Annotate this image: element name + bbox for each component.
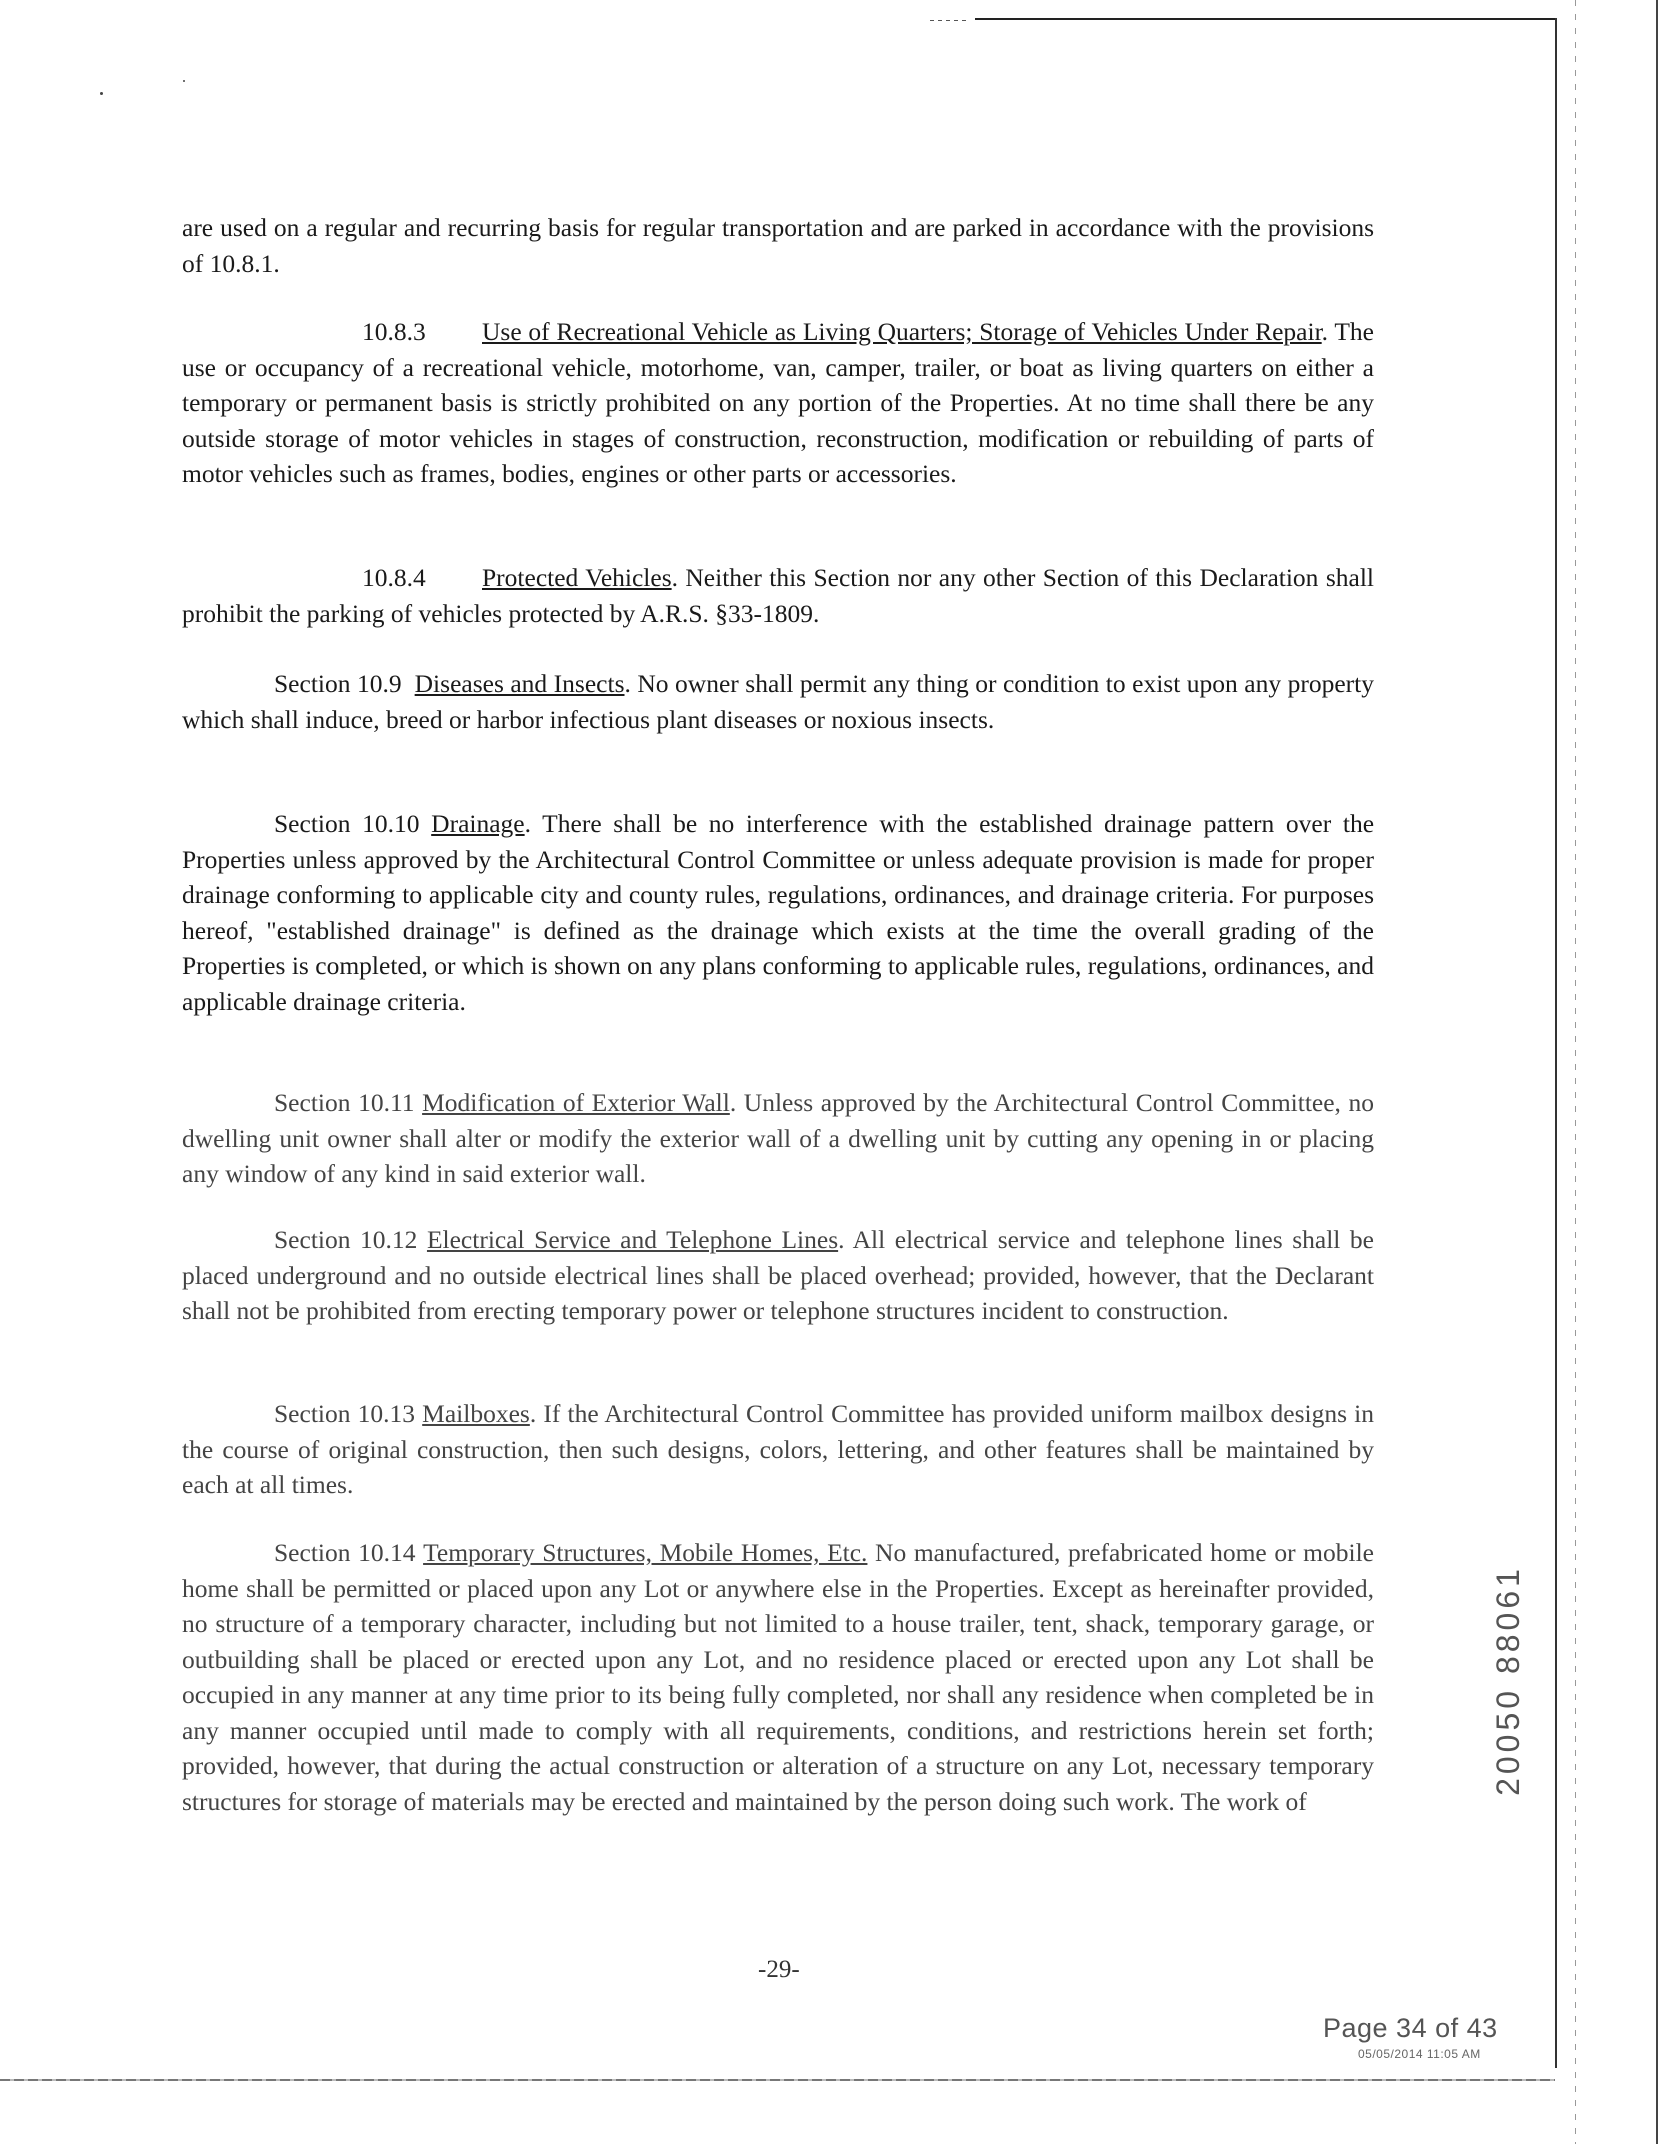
paragraph-10-10 bbox=[182, 806, 1374, 1019]
paragraph-10-14 bbox=[182, 1535, 1374, 1819]
section-number: Section 10.12 bbox=[274, 1225, 418, 1254]
scan-edge-bottom bbox=[0, 2079, 1555, 2081]
section-number: 10.8.4 bbox=[362, 563, 426, 592]
scan-edge-far-right bbox=[1656, 0, 1658, 2144]
recording-stamp-text: 20050 88061 bbox=[1489, 1564, 1526, 1796]
scan-speck bbox=[183, 80, 185, 82]
section-body: . If the Architectural Control Committee has provided uniform mailbox designs in the course of original construction, then such designs, colors, lettering, and other features shall be maintained by each at all times. bbox=[182, 1399, 1374, 1499]
section-body: . No owner shall permit any thing or condition to exist upon any property which shall induce, breed or harbor infectious plant diseases or noxious insects. bbox=[182, 669, 1375, 734]
paragraph-text: are used on a regular and recurring basis for regular transportation and are parked in accordance with the provisions of 10.8.1. bbox=[182, 213, 1374, 278]
section-heading: Use of Recreational Vehicle as Living Quarters; Storage of Vehicles Under Repair bbox=[482, 317, 1322, 346]
section-number: Section 10.10 bbox=[274, 809, 420, 838]
page-stamp: Page 34 of 43 bbox=[1323, 2013, 1498, 2043]
section-heading: Modification of Exterior Wall bbox=[422, 1088, 730, 1117]
page-stamp-date: 05/05/2014 11:05 AM bbox=[1358, 2047, 1481, 2061]
section-body: . There shall be no interference with the established drainage pattern over the Properties unless approved by the Architectural Control Committee or unless adequate provision is made for proper drainage conforming to applicable city and county rules, regulations, ordinances, and drainage criteria. For purposes hereof, "established drainage" is defined as the drainage which exists at the time the overall grading of the Properties is completed, or which is shown on any plans conforming to applicable rules, regulations, ordinances, and applicable drainage criteria. bbox=[182, 809, 1375, 1016]
section-number: Section 10.11 bbox=[274, 1088, 415, 1117]
section-body: No manufactured, prefabricated home or mobile home shall be permitted or placed upon any Lot or anywhere else in the Properties. Except as hereinafter provided, no structure of a temporary character, including but not limited to a house trailer, tent, shack, temporary garage, or outbuilding shall be placed or erected upon any Lot, and no residence placed or erected upon any Lot shall be occupied in any manner at any time prior to its being fully completed, nor shall any residence when completed be in any manner occupied until made to comply with all requirements, conditions, and restrictions herein set forth; provided, however, that during the actual construction or alteration of a structure on any Lot, necessary temporary structures for storage of materials may be erected and maintained by the person doing such work. The work of bbox=[182, 1538, 1375, 1816]
scan-edge-right-dotted bbox=[1575, 0, 1576, 2144]
section-body: . The use or occupancy of a recreational vehicle, motorhome, van, camper, trailer, or boat as living quarters on either a temporary or permanent basis is strictly prohibited on any portion of the Properties. At no time shall there be any outside storage of motor vehicles in stages of construction, reconstruction, modification or rebuilding of parts of motor vehicles such as frames, bodies, engines or other parts or accessories. bbox=[182, 317, 1374, 488]
section-heading: Electrical Service and Telephone Lines bbox=[426, 1225, 839, 1254]
section-heading: Protected Vehicles bbox=[482, 563, 672, 592]
scan-dash-top bbox=[930, 20, 970, 21]
section-heading: Drainage bbox=[431, 809, 525, 838]
section-body: . Unless approved by the Architectural Control Committee, no dwelling unit owner shall alter or modify the exterior wall of a dwelling unit by cutting any opening in or placing any window of any kind in said exterior wall. bbox=[182, 1088, 1375, 1188]
section-number: 10.8.3 bbox=[362, 317, 426, 346]
paragraph-10-12 bbox=[182, 1222, 1374, 1329]
recording-stamp bbox=[1478, 1520, 1538, 1840]
paragraph-10-11 bbox=[182, 1085, 1374, 1192]
scan-edge-top bbox=[975, 18, 1555, 20]
paragraph-continuation bbox=[182, 210, 1374, 281]
section-body: . Neither this Section nor any other Section of this Declaration shall prohibit the parking of vehicles protected by A.R.S. §33-1809. bbox=[182, 563, 1374, 628]
section-heading: Mailboxes bbox=[422, 1399, 530, 1428]
section-number: Section 10.13 bbox=[274, 1399, 416, 1428]
section-heading: Temporary Structures, Mobile Homes, Etc. bbox=[423, 1538, 868, 1567]
paragraph-10-13 bbox=[182, 1396, 1374, 1503]
section-number: Section 10.9 bbox=[274, 669, 402, 698]
paragraph-10-8-3 bbox=[182, 314, 1374, 492]
paragraph-10-9 bbox=[182, 666, 1374, 737]
section-heading: Diseases and Insects bbox=[414, 669, 625, 698]
section-body: . All electrical service and telephone lines shall be placed underground and no outside electrical lines shall be placed overhead; provided, however, that the Declarant shall not be prohibited from erecting temporary power or telephone structures incident to construction. bbox=[182, 1225, 1374, 1325]
scan-speck bbox=[100, 92, 103, 95]
section-number: Section 10.14 bbox=[274, 1538, 416, 1567]
scan-edge-right bbox=[1555, 18, 1557, 2068]
paragraph-10-8-4 bbox=[182, 560, 1374, 631]
page-number: -29- bbox=[758, 1956, 800, 1983]
